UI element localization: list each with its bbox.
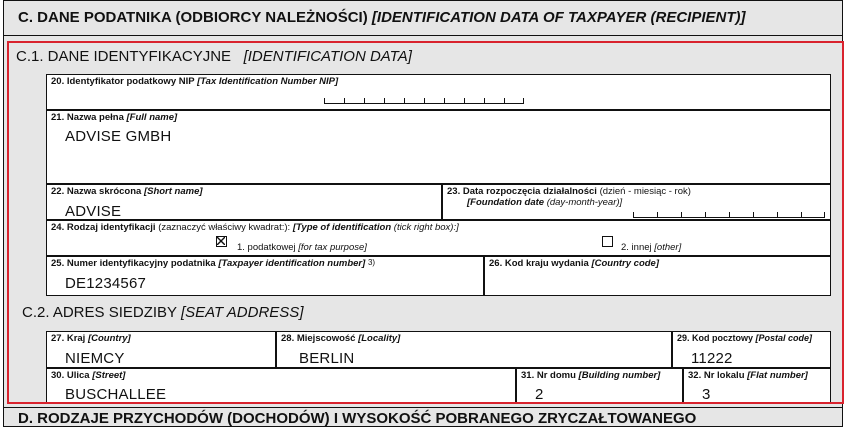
checked-x-icon	[217, 237, 225, 245]
section-c-header	[3, 0, 843, 36]
field-28-locality[interactable]	[276, 331, 672, 368]
field-29-value: 11222	[691, 350, 733, 367]
field-31-label: 31. Nr domu [Building number]	[521, 370, 661, 381]
field-22-short-name[interactable]	[46, 184, 442, 220]
field-32-value: 3	[702, 386, 711, 403]
section-c2-title: C.2. ADRES SIEDZIBY [SEAT ADDRESS]	[22, 304, 304, 321]
option-tax-purpose-label: 1. podatkowej [for tax purpose]	[237, 242, 367, 253]
field-21-label: 21. Nazwa pełna [Full name]	[51, 112, 178, 123]
field-27-label: 27. Kraj [Country]	[51, 333, 131, 344]
field-30-label: 30. Ulica [Street]	[51, 370, 126, 381]
field-27-country[interactable]	[46, 331, 276, 368]
field-25-taxpayer-id[interactable]	[46, 256, 484, 296]
field-32-flat-number[interactable]	[683, 368, 831, 404]
field-23-label: 23. Data rozpoczęcia działalności (dzień - miesiąc - rok)	[447, 186, 691, 197]
field-31-building-number[interactable]	[516, 368, 683, 404]
field-20-nip[interactable]	[46, 74, 831, 110]
field-25-value: DE1234567	[65, 275, 147, 292]
field-23-label-en: [Foundation date (day-month-year)]	[467, 197, 623, 208]
field-30-street[interactable]	[46, 368, 516, 404]
field-31-value: 2	[535, 386, 544, 403]
field-22-value: ADVISE	[65, 203, 122, 220]
field-26-label: 26. Kod kraju wydania [Country code]	[489, 258, 659, 269]
section-d-title: D. RODZAJE PRZYCHODÓW (DOCHODÓW) I WYSOKOŚĆ POBRANEGO ZRYCZAŁTOWANEGO	[18, 410, 697, 427]
field-22-label: 22. Nazwa skrócona [Short name]	[51, 186, 203, 197]
field-25-label: 25. Numer identyfikacyjny podatnika [Taxpayer identification number] $^{3)}$	[51, 258, 376, 269]
field-30-value: BUSCHALLEE	[65, 386, 167, 403]
option-other-label: 2. innej [other]	[621, 242, 682, 253]
field-28-label: 28. Miejscowość [Locality]	[281, 333, 401, 344]
field-29-label: 29. Kod pocztowy [Postal code]	[677, 333, 813, 343]
checkbox-other[interactable]	[602, 236, 613, 247]
section-c-title: C. DANE PODATNIKA (ODBIORCY NALEŻNOŚCI) [IDENTIFICATION DATA OF TAXPAYER (RECIPIENT)]	[18, 9, 746, 26]
field-23-foundation-date[interactable]	[442, 184, 831, 220]
field-24-identification-type	[46, 220, 831, 256]
field-32-label: 32. Nr lokalu [Flat number]	[688, 370, 808, 381]
section-c1-title: C.1. DANE IDENTYFIKACYJNE [IDENTIFICATION DATA]	[16, 48, 412, 65]
date-digit-boxes	[633, 211, 825, 218]
field-21-value: ADVISE GMBH	[65, 128, 172, 145]
field-24-label: 24. Rodzaj identyfikacji (zaznaczyć właściwy kwadrat:): [Type of identification (tick right box):]	[51, 222, 459, 233]
field-27-value: NIEMCY	[65, 350, 125, 367]
section-d-header	[3, 407, 843, 427]
checkbox-tax-purpose[interactable]	[216, 236, 227, 247]
field-28-value: BERLIN	[299, 350, 355, 367]
field-26-country-code[interactable]	[484, 256, 831, 296]
nip-digit-boxes	[324, 97, 524, 104]
field-20-label: 20. Identyfikator podatkowy NIP [Tax Identification Number NIP]	[51, 76, 339, 87]
field-21-full-name[interactable]	[46, 110, 831, 184]
field-29-postal-code[interactable]	[672, 331, 831, 368]
